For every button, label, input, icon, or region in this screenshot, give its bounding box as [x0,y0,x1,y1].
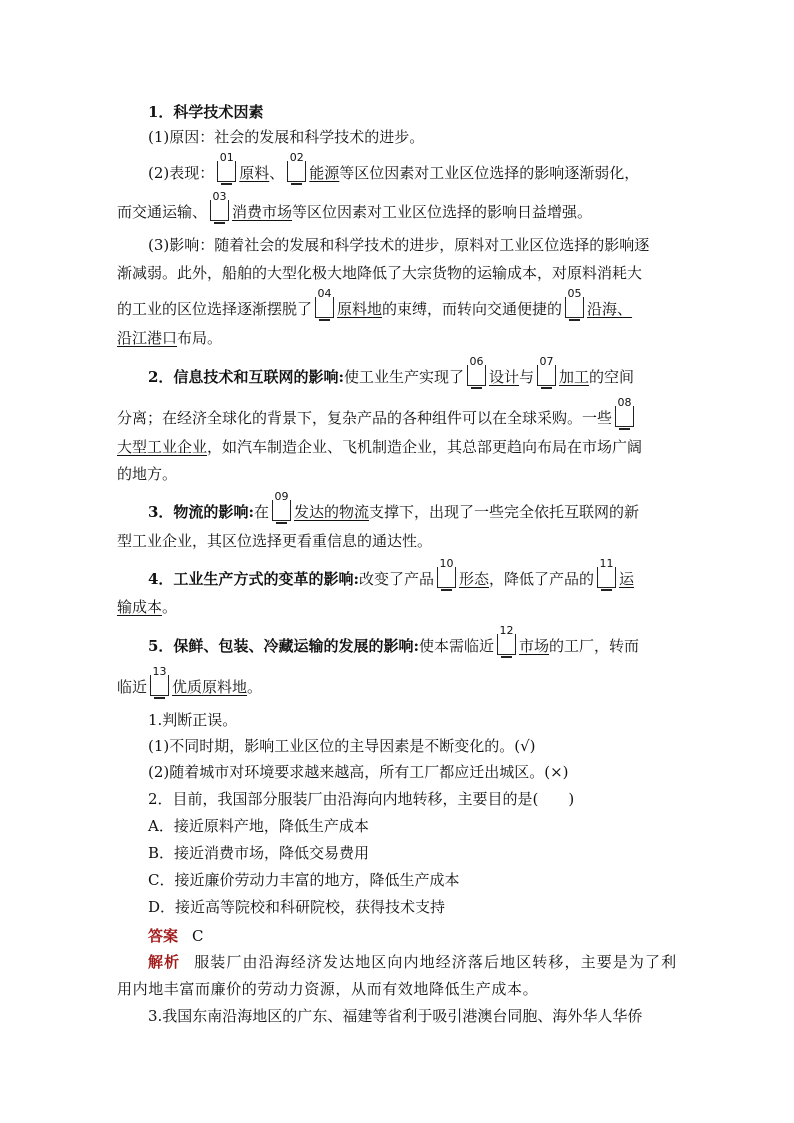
blank-box-13: 13 [150,675,169,696]
answer-04: 原料地 [337,300,383,318]
answer-01: 原料 [239,164,270,182]
blank-box-01: 01 [217,161,236,182]
section-1-performance-line-2: 而交通运输、 03 消费市场等区位因素对工业区位选择的影响日益增强。 [117,200,592,221]
explanation-line-1: 解析 服装厂由沿海经济发达地区向内地经济落后地区转移，主要是为了利 [148,953,678,971]
blank-box-12: 12 [497,634,516,655]
answer-08: 大型工业企业 [117,438,208,456]
blank-box-08: 08 [615,406,634,427]
blank-box-03: 03 [210,200,229,221]
question-1-item-2: (2)随着城市对环境要求越来越高，所有工厂都应迁出城区。(×) [148,763,569,781]
section-4-line-1: 4．工业生产方式的变革的影响:改变了产品 10 形态，降低了产品的 11 运 [148,567,634,588]
section-4-line-2: 输成本。 [117,598,178,616]
blank-box-11: 11 [597,567,616,588]
section-1-influence-line-3: 的工业的区位选择逐渐摆脱了 04 原料地的束缚，而转向交通便捷的 05 沿海、 [117,297,632,318]
section-5-line-2: 临近 13 优质原料地。 [117,675,262,696]
blank-box-06: 06 [467,365,486,386]
section-2-line-2: 分离；在经济全球化的背景下，复杂产品的各种组件可以在全球采购。一些 08 [117,406,637,427]
section-3-line-2: 型工业企业，其区位选择更看重信息的通达性。 [117,532,433,550]
answer-05-part-2: 沿江港口 [117,329,178,347]
option-c: C．接近廉价劳动力丰富的地方，降低生产成本 [148,871,460,889]
answer-02: 能源 [309,164,340,182]
section-1-performance-line-1: (2)表现： 01 原料、 02 能源等区位因素对工业区位选择的影响逐渐弱化， [148,161,639,182]
section-2-line-1: 2．信息技术和互联网的影响:使工业生产实现了 06 设计与 07 加工的空间 [148,365,634,386]
answer-10: 形态 [459,570,490,588]
answer-09: 发达的物流 [294,503,370,521]
section-1-title: 1．科学技术因素 [148,103,264,121]
answer-07: 加工 [559,368,590,386]
section-1-influence-line-4: 沿江港口布局。 [117,329,223,347]
explanation-label: 解析 [148,953,181,971]
blank-box-04: 04 [315,297,334,318]
explanation-line-2: 用内地丰富而廉价的劳动力资源，从而有效地降低生产成本。 [117,980,539,998]
section-1-influence-line-2: 渐减弱。此外，船舶的大型化极大地降低了大宗货物的运输成本，对原料消耗大 [117,264,643,282]
answer-11-part-1: 运 [619,570,635,588]
question-1-item-1: (1)不同时期，影响工业区位的主导因素是不断变化的。(√) [148,737,536,755]
answer-value: C [192,927,204,945]
section-5-line-1: 5．保鲜、包装、冷藏运输的发展的影响:使本需临近 12 市场的工厂，转而 [148,634,639,655]
blank-box-07: 07 [537,365,556,386]
option-d: D．接近高等院校和科研院校，获得技术支持 [148,898,446,916]
answer-13: 优质原料地 [172,678,248,696]
question-1-title: 1.判断正误。 [148,711,238,729]
question-2-stem: 2．目前，我国部分服装厂由沿海向内地转移，主要目的是( ) [148,790,575,808]
option-a: A．接近原料产地，降低生产成本 [148,817,369,835]
answer-06: 设计 [489,368,520,386]
answer-11-part-2: 输成本 [117,598,163,616]
section-2-line-3: 大型工业企业，如汽车制造企业、飞机制造企业，其总部更趋向布局在市场广阔 [117,438,643,456]
section-1-influence-line-1: (3)影响：随着社会的发展和科学技术的进步，原料对工业区位选择的影响逐 [148,236,650,254]
blank-box-09: 09 [272,500,291,521]
answer-label: 答案 [148,927,179,945]
answer-03: 消费市场 [232,203,293,221]
section-3-line-1: 3．物流的影响:在 09 发达的物流支撑下，出现了一些完全依托互联网的新 [148,500,639,521]
blank-box-02: 02 [287,161,306,182]
answer-line [148,927,204,945]
option-b: B．接近消费市场，降低交易费用 [148,844,370,862]
section-1-reason: (1)原因：社会的发展和科学技术的进步。 [148,128,425,146]
blank-box-10: 10 [437,567,456,588]
answer-05-part-1: 沿海、 [587,300,633,318]
answer-12: 市场 [519,637,550,655]
section-2-line-4: 的地方。 [117,465,178,483]
blank-box-05: 05 [565,297,584,318]
question-3-stem: 3.我国东南沿海地区的广东、福建等省利于吸引港澳台同胞、海外华人华侨 [148,1007,643,1025]
